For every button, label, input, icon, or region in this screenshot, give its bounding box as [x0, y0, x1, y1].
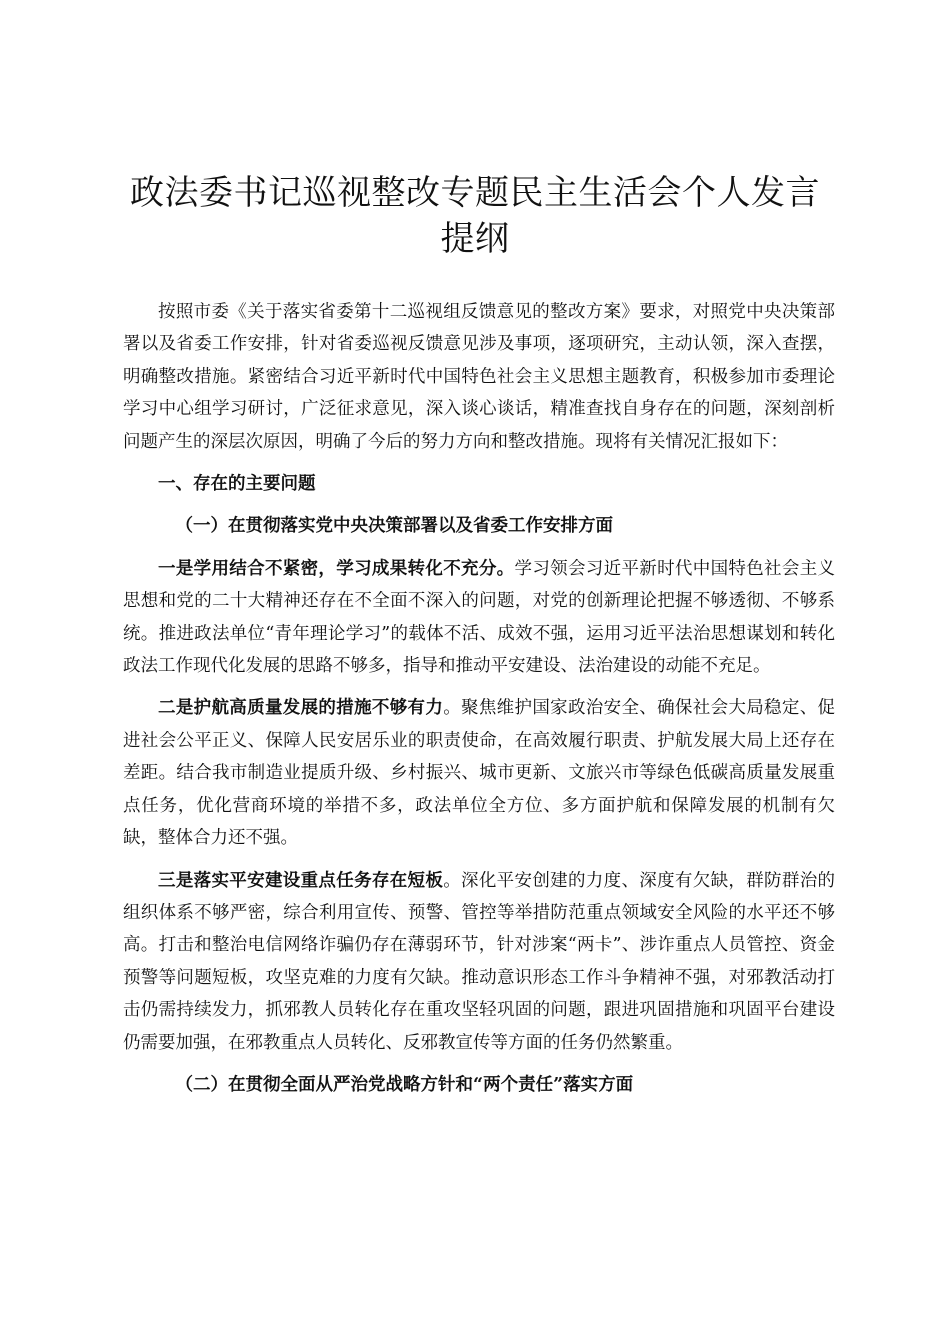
document-title-line1: 政法委书记巡视整改专题民主生活会个人发言: [130, 173, 820, 213]
problem-item-1-lead: 一是学用结合不紧密，学习成果转化不充分。: [158, 558, 515, 579]
document-title-line2: 提纲: [440, 219, 510, 259]
subsection-heading-1: （一）在贯彻落实党中央决策部署以及省委工作安排方面: [175, 516, 613, 537]
problem-item-1: [123, 553, 835, 683]
problem-item-1-body: 学习领会习近平新时代中国特色社会主义思想和党的二十大精神还存在不全面不深入的问题，对党的创新理论把握不够透彻、不够系统。推进政法单位“青年理论学习”的载体不活、成效不强，运用习近平法治思想谋划和转化政法工作现代化发展的思路不够多，指导和推动平安建设、法治建设的动能不充足。: [123, 558, 836, 677]
problem-item-2-lead: 二是护航高质量发展的措施不够有力: [158, 698, 444, 719]
subsection-heading-2: （二）在贯彻全面从严治党战略方针和“两个责任”落实方面: [175, 1074, 634, 1095]
problem-item-2-body: 。聚焦维护国家政治安全、确保社会大局稳定、促进社会公平正义、保障人民安居乐业的职责使命，在高效履行职责、护航发展大局上还存在差距。结合我市制造业提质升级、乡村振兴、城市更新、文旅兴市等绿色低碳高质量发展重点任务，优化营商环境的举措不多，政法单位全方位、多方面护航和保障发展的机制有欠缺，整体合力还不强。: [123, 698, 836, 849]
problem-item-3-lead: 三是落实平安建设重点任务存在短板: [158, 870, 444, 891]
section-heading-1: 一、存在的主要问题: [158, 474, 316, 495]
problem-item-3-body: 。深化平安创建的力度、深度有欠缺，群防群治的组织体系不够严密，综合利用宣传、预警、管控等举措防范重点领域安全风险的水平还不够高。打击和整治电信网络诈骗仍存在薄弱环节，针对涉案“两卡”、涉诈重点人员管控、资金预警等问题短板，攻坚克难的力度有欠缺。推动意识形态工作斗争精神不强，对邪教活动打击仍需持续发力，抓邪教人员转化存在重攻坚轻巩固的问题，跟进巩固措施和巩固平台建设仍需要加强，在邪教重点人员转化、反邪教宣传等方面的任务仍然繁重。: [123, 870, 836, 1053]
problem-item-2: [123, 692, 835, 854]
document-body: [123, 296, 835, 1111]
document-title: [110, 170, 840, 262]
intro-paragraph: 按照市委《关于落实省委第十二巡视组反馈意见的整改方案》要求，对照党中央决策部署以及省委工作安排，针对省委巡视反馈意见涉及事项，逐项研究，主动认领，深入查摆，明确整改措施。紧密结合习近平新时代中国特色社会主义思想主题教育，积极参加市委理论学习中心组学习研讨，广泛征求意见，深入谈心谈话，精准查找自身存在的问题，深刻剖析问题产生的深层次原因，明确了今后的努力方向和整改措施。现将有关情况汇报如下：: [123, 302, 835, 452]
problem-item-3: [123, 865, 835, 1059]
